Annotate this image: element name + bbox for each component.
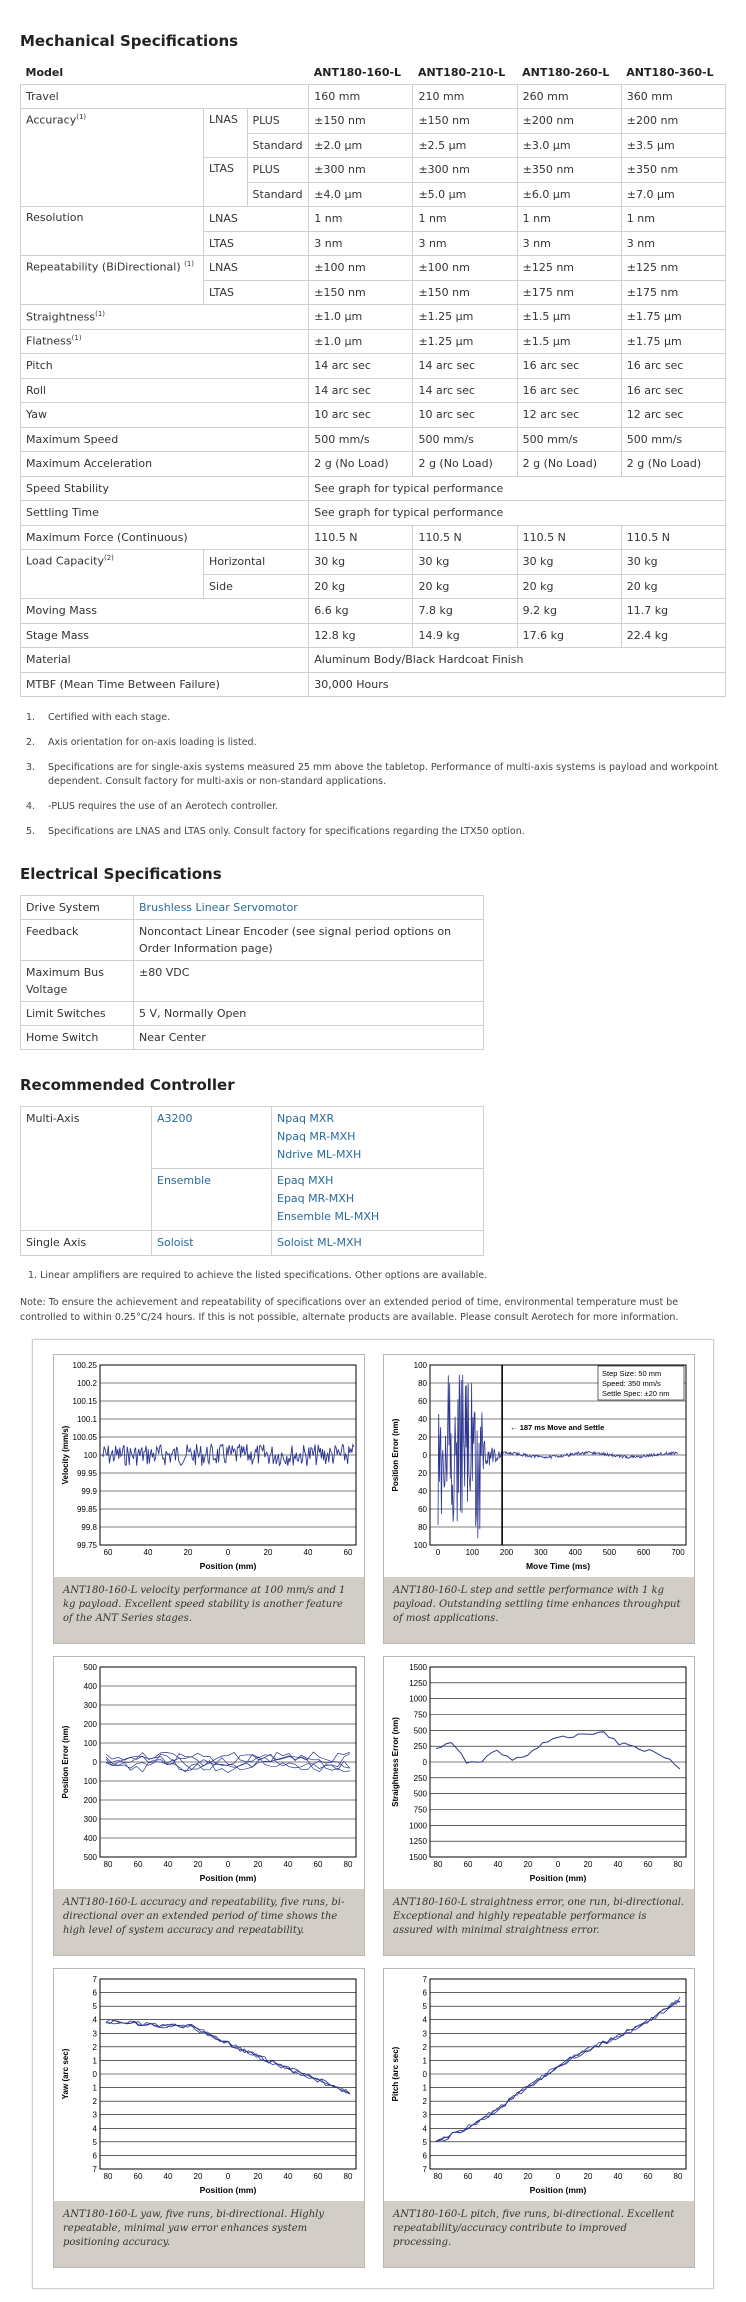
y-tick-label: 3	[422, 2110, 427, 2120]
y-tick-label: 750	[413, 1805, 427, 1815]
y-tick-label: 7	[422, 2165, 427, 2174]
drive-system-link[interactable]: Brushless Linear Servomotor	[139, 901, 298, 914]
note-item: 4. -PLUS requires the use of an Aerotech controller.	[26, 801, 279, 812]
y-tick-label: 99.85	[76, 1505, 97, 1514]
y-axis-label: Position Error (nm)	[391, 1418, 400, 1492]
x-tick-label: 0	[435, 1548, 441, 1557]
graph-settle	[383, 1354, 695, 1644]
y-tick-label: 300	[83, 1701, 97, 1710]
y-tick-label: 1250	[409, 1678, 427, 1688]
y-tick-label: 0	[92, 1758, 97, 1767]
table-row: LTAS 3 nm 3 nm 3 nm 3 nm	[21, 231, 726, 256]
table-row: Maximum Force (Continuous) 110.5 N 110.5 N 110.5 N 110.5 N	[21, 525, 726, 550]
controller-link[interactable]: Epaq MR-MXH	[277, 1192, 355, 1205]
table-row: Moving Mass 6.6 kg 7.8 kg 9.2 kg 11.7 kg	[21, 599, 726, 624]
graph-caption: ANT180-160-L yaw, five runs, bi-directional. Highly repeatable, minimal yaw error enhances system positioning accuracy.	[54, 2201, 364, 2267]
x-tick-label: 100	[465, 1548, 479, 1557]
y-tick-label: 4	[92, 2015, 97, 2025]
y-tick-label: 4	[422, 2015, 427, 2025]
x-tick-label: 60	[643, 2172, 653, 2181]
x-tick-label: 40	[283, 2172, 293, 2181]
y-tick-label: 200	[83, 1796, 97, 1805]
y-tick-label: 0	[422, 1758, 427, 1767]
x-tick-label: 40	[143, 1548, 153, 1557]
x-tick-label: 60	[313, 1860, 323, 1869]
table-row: Accuracy$^{(1)}$ LNAS PLUS ±150 nm ±150 nm ±200 nm ±200 nm	[21, 109, 726, 134]
y-tick-label: 1500	[409, 1853, 427, 1862]
x-tick-label: 40	[303, 1548, 313, 1557]
table-row: Feedback Noncontact Linear Encoder (see signal period options on Order Information page)	[21, 920, 484, 961]
y-tick-label: 1	[92, 2083, 97, 2093]
graph-velocity	[53, 1354, 365, 1644]
y-tick-label: 0	[422, 1451, 427, 1460]
y-tick-label: 750	[413, 1710, 427, 1720]
y-tick-label: 60	[418, 1397, 427, 1406]
row-label: Maximum Force (Continuous)	[21, 525, 309, 550]
row-label: MTBF (Mean Time Between Failure)	[21, 672, 309, 697]
table-row: Standard ±4.0 µm ±5.0 µm ±6.0 µm ±7.0 µm	[21, 182, 726, 207]
elec-spec-table	[20, 895, 484, 1050]
y-tick-label: 80	[418, 1523, 427, 1532]
y-tick-label: 100.25	[72, 1361, 97, 1370]
header-model-4: ANT180-360-L	[621, 62, 725, 84]
table-row: Side 20 kg 20 kg 20 kg 20 kg	[21, 574, 726, 599]
y-tick-label: 100	[83, 1739, 97, 1748]
chart-svg	[54, 1355, 366, 1577]
x-tick-label: 700	[671, 1548, 685, 1557]
x-tick-label: 20	[583, 1860, 593, 1869]
table-row: Flatness$^{(1)}$ ±1.0 µm ±1.25 µm ±1.5 µm ±1.75 µm	[21, 329, 726, 354]
ensemble-link[interactable]: Ensemble	[157, 1174, 211, 1187]
y-tick-label: 2	[422, 2097, 427, 2107]
x-axis-label: Position (mm)	[199, 2185, 257, 2195]
y-tick-label: 2	[92, 2042, 97, 2052]
env-note: Note: To ensure the achievement and repeatability of specifications over an extended period of time, environmental temperature must be controlled to within 0.25°C/24 hours. If this is not possible, alternate products are available. Please consult Aerotech for more information.	[20, 1297, 679, 1323]
y-tick-label: 100.1	[76, 1415, 97, 1424]
row-label: Settling Time	[21, 501, 309, 526]
note-item: 1. Certified with each stage.	[26, 712, 171, 723]
y-tick-label: 7	[92, 2165, 97, 2174]
ctrl-title: Recommended Controller	[20, 1076, 235, 1094]
graph-yaw	[53, 1968, 365, 2268]
x-tick-label: 20	[253, 2172, 263, 2181]
y-tick-label: 500	[413, 1789, 427, 1799]
y-tick-label: 5	[422, 2137, 427, 2147]
table-row: Straightness$^{(1)}$ ±1.0 µm ±1.25 µm ±1.5 µm ±1.75 µm	[21, 305, 726, 330]
table-row: Settling Time See graph for typical performance	[21, 501, 726, 526]
y-tick-label: 40	[418, 1415, 427, 1424]
y-tick-label: 250	[413, 1742, 427, 1752]
x-tick-label: 40	[163, 2172, 173, 2181]
x-axis-label: Position (mm)	[529, 2185, 587, 2195]
y-axis-label: Velocity (mm/s)	[61, 1425, 70, 1485]
graph-caption: ANT180-160-L step and settle performance with 1 kg payload. Outstanding settling time enhances throughput of most applications.	[384, 1577, 694, 1643]
table-row: Standard ±2.0 µm ±2.5 µm ±3.0 µm ±3.5 µm	[21, 133, 726, 158]
y-tick-label: 3	[92, 2029, 97, 2039]
y-tick-label: 0	[92, 2070, 97, 2079]
x-tick-label: 20	[583, 2172, 593, 2181]
controller-link[interactable]: Epaq MXH	[277, 1174, 334, 1187]
y-tick-label: 500	[83, 1853, 97, 1862]
mech-notes	[20, 711, 726, 839]
y-tick-label: 1250	[409, 1837, 427, 1847]
row-label: Maximum Acceleration	[21, 452, 309, 477]
table-row: LTAS ±150 nm ±150 nm ±175 nm ±175 nm	[21, 280, 726, 305]
y-tick-label: 6	[422, 2151, 427, 2161]
y-axis-label: Straightness Error (nm)	[391, 1717, 400, 1807]
y-tick-label: 4	[92, 2124, 97, 2134]
x-tick-label: 40	[613, 1860, 623, 1869]
y-tick-label: 99.9	[81, 1487, 97, 1496]
table-row: Repeatability (BiDirectional) $^{(1)}$ LNAS ±100 nm ±100 nm ±125 nm ±125 nm	[21, 256, 726, 281]
graph-caption: ANT180-160-L straightness error, one run, bi-directional. Exceptional and highly repeatable performance is assured with minimal straightness error.	[384, 1889, 694, 1955]
x-tick-label: 60	[103, 1548, 113, 1557]
header-model-1: ANT180-160-L	[309, 62, 413, 84]
x-tick-label: 60	[343, 1548, 353, 1557]
row-label: Stage Mass	[21, 623, 309, 648]
x-tick-label: 500	[602, 1548, 617, 1557]
chart-svg	[384, 1969, 696, 2201]
y-axis-label: Position Error (nm)	[61, 1725, 70, 1799]
x-tick-label: 60	[643, 1860, 653, 1869]
y-tick-label: 5	[422, 2002, 427, 2012]
elec-title: Electrical Specifications	[20, 865, 222, 883]
x-tick-label: 40	[613, 2172, 623, 2181]
row-label: Pitch	[21, 354, 309, 379]
y-tick-label: 400	[83, 1682, 97, 1691]
y-tick-label: 80	[418, 1379, 427, 1388]
row-label: Resolution	[21, 207, 204, 256]
y-tick-label: 100	[83, 1451, 97, 1460]
table-row: Home Switch Near Center	[21, 1026, 484, 1050]
y-tick-label: 6	[92, 2151, 97, 2161]
y-tick-label: 1	[422, 2056, 427, 2066]
graph-straightness	[383, 1656, 695, 1956]
graph-caption: ANT180-160-L accuracy and repeatability, five runs, bi-directional over an extended period of time shows the high level of system accuracy and repeatability.	[54, 1889, 364, 1955]
table-row: Limit Switches 5 V, Normally Open	[21, 1002, 484, 1026]
y-tick-label: 20	[418, 1433, 427, 1442]
x-tick-label: 80	[103, 2172, 113, 2181]
soloist-link[interactable]: Soloist	[157, 1236, 194, 1249]
legend-text: Step Size: 50 mm	[602, 1369, 662, 1378]
x-tick-label: 80	[673, 1860, 683, 1869]
table-row: LTAS PLUS ±300 nm ±300 nm ±350 nm ±350 nm	[21, 158, 726, 183]
table-row: Drive System Brushless Linear Servomotor	[21, 896, 484, 920]
x-tick-label: 200	[499, 1548, 514, 1557]
x-tick-label: 40	[163, 1860, 173, 1869]
mech-title: Mechanical Specifications	[20, 32, 239, 50]
x-tick-label: 20	[523, 2172, 533, 2181]
ctrl-note: 1. Linear amplifiers are required to achieve the listed specifications. Other options are available.	[28, 1270, 488, 1281]
y-tick-label: 7	[422, 1975, 427, 1984]
controller-link[interactable]: Npaq MR-MXH	[277, 1130, 356, 1143]
y-tick-label: 100.2	[76, 1379, 97, 1388]
row-label: Accuracy$^{(1)}$	[21, 109, 204, 207]
table-row: Material Aluminum Body/Black Hardcoat Finish	[21, 648, 726, 673]
controller-link[interactable]: Ensemble ML-MXH	[277, 1210, 380, 1223]
x-tick-label: 0	[555, 1860, 561, 1869]
x-tick-label: 20	[263, 1548, 273, 1557]
y-tick-label: 1500	[409, 1663, 427, 1672]
x-tick-label: 300	[534, 1548, 548, 1557]
y-tick-label: 99.95	[76, 1469, 97, 1478]
y-tick-label: 100	[413, 1541, 427, 1550]
graph-accuracy	[53, 1656, 365, 1956]
y-tick-label: 5	[92, 2002, 97, 2012]
y-tick-label: 2	[422, 2042, 427, 2052]
row-label: Speed Stability	[21, 476, 309, 501]
y-axis-label: Pitch (arc sec)	[391, 2046, 400, 2102]
y-tick-label: 2	[92, 2097, 97, 2107]
graphs-panel	[32, 1339, 714, 2289]
row-label: Straightness$^{(1)}$	[21, 305, 309, 330]
x-tick-label: 20	[183, 1548, 193, 1557]
header-model: Model	[21, 62, 204, 84]
table-row: Maximum Bus Voltage ±80 VDC	[21, 961, 484, 1002]
y-tick-label: 3	[92, 2110, 97, 2120]
legend-text: Speed: 350 mm/s	[602, 1379, 661, 1388]
x-tick-label: 40	[493, 2172, 503, 2181]
row-label: Moving Mass	[21, 599, 309, 624]
x-tick-label: 0	[555, 2172, 561, 2181]
table-row: Stage Mass 12.8 kg 14.9 kg 17.6 kg 22.4 kg	[21, 623, 726, 648]
y-tick-label: 500	[413, 1726, 427, 1736]
y-tick-label: 60	[418, 1505, 427, 1514]
row-label: Material	[21, 648, 309, 673]
x-tick-label: 0	[225, 2172, 231, 2181]
row-label: Yaw	[21, 403, 309, 428]
y-tick-label: 1000	[409, 1821, 427, 1831]
x-axis-label: Position (mm)	[529, 1873, 587, 1883]
y-tick-label: 250	[413, 1773, 427, 1783]
x-tick-label: 40	[493, 1860, 503, 1869]
chart-svg	[384, 1355, 696, 1577]
a3200-link[interactable]: A3200	[157, 1112, 193, 1125]
header-model-3: ANT180-260-L	[517, 62, 621, 84]
x-tick-label: 60	[313, 2172, 323, 2181]
x-axis-label: Position (mm)	[199, 1561, 257, 1571]
x-axis-label: Position (mm)	[199, 1873, 257, 1883]
graph-caption: ANT180-160-L pitch, five runs, bi-directional. Excellent repeatability/accuracy contribute to improved processing.	[384, 2201, 694, 2267]
x-tick-label: 20	[193, 2172, 203, 2181]
row-label: Flatness$^{(1)}$	[21, 329, 309, 354]
chart-svg	[384, 1657, 696, 1889]
y-tick-label: 99.75	[76, 1541, 97, 1550]
header-model-2: ANT180-210-L	[413, 62, 517, 84]
chart-svg	[54, 1969, 366, 2201]
y-tick-label: 3	[422, 2029, 427, 2039]
controller-link[interactable]: Npaq MXR	[277, 1112, 335, 1125]
x-tick-label: 80	[343, 1860, 353, 1869]
y-axis-label: Yaw (arc sec)	[61, 2048, 70, 2100]
controller-table	[20, 1106, 484, 1256]
x-tick-label: 600	[637, 1548, 651, 1557]
x-tick-label: 80	[433, 1860, 443, 1869]
x-tick-label: 20	[523, 1860, 533, 1869]
y-tick-label: 40	[418, 1487, 427, 1496]
x-tick-label: 0	[225, 1860, 231, 1869]
x-tick-label: 20	[193, 1860, 203, 1869]
x-tick-label: 60	[133, 2172, 143, 2181]
x-tick-label: 60	[463, 2172, 473, 2181]
table-row: Maximum Acceleration 2 g (No Load) 2 g (No Load) 2 g (No Load) 2 g (No Load)	[21, 452, 726, 477]
mech-spec-table	[20, 62, 726, 697]
y-tick-label: 20	[418, 1469, 427, 1478]
chart-svg	[54, 1657, 366, 1889]
table-row: MTBF (Mean Time Between Failure) 30,000 Hours	[21, 672, 726, 697]
note-item: 2. Axis orientation for on-axis loading is listed.	[26, 737, 257, 748]
y-tick-label: 4	[422, 2124, 427, 2134]
y-tick-label: 200	[83, 1720, 97, 1729]
table-row: Resolution LNAS 1 nm 1 nm 1 nm 1 nm	[21, 207, 726, 232]
note-item: 5. Specifications are LNAS and LTAS only. Consult factory for specifications regarding the LTX50 option.	[26, 826, 525, 837]
row-label: Maximum Speed	[21, 427, 309, 452]
y-tick-label: 1000	[409, 1694, 427, 1704]
legend-text: Settle Spec: ±20 nm	[602, 1389, 670, 1398]
y-tick-label: 7	[92, 1975, 97, 1984]
x-axis-label: Move Time (ms)	[525, 1561, 591, 1571]
y-tick-label: 400	[83, 1834, 97, 1843]
x-tick-label: 0	[225, 1548, 231, 1557]
controller-link[interactable]: Ndrive ML-MXH	[277, 1148, 362, 1161]
y-tick-label: 0	[422, 2070, 427, 2079]
table-row: Maximum Speed 500 mm/s 500 mm/s 500 mm/s 500 mm/s	[21, 427, 726, 452]
x-tick-label: 80	[673, 2172, 683, 2181]
controller-link[interactable]: Soloist ML-MXH	[277, 1236, 362, 1249]
x-tick-label: 80	[103, 1860, 113, 1869]
y-tick-label: 100	[413, 1361, 427, 1370]
y-tick-label: 5	[92, 2137, 97, 2147]
y-tick-label: 6	[92, 1988, 97, 1998]
x-tick-label: 60	[133, 1860, 143, 1869]
table-row: Single Axis Soloist Soloist ML-MXH	[21, 1231, 484, 1256]
x-tick-label: 80	[433, 2172, 443, 2181]
y-tick-label: 500	[83, 1663, 97, 1672]
y-tick-label: 100.15	[72, 1397, 97, 1406]
y-tick-label: 1	[92, 2056, 97, 2066]
y-tick-label: 100	[83, 1777, 97, 1786]
table-row: Load Capacity$^{(2)}$ Horizontal 30 kg 30 kg 30 kg 30 kg	[21, 550, 726, 575]
table-row: Travel 160 mm 210 mm 260 mm 360 mm	[21, 84, 726, 109]
graph-caption: ANT180-160-L velocity performance at 100 mm/s and 1 kg payload. Excellent speed stability is another feature of the ANT Series stages.	[54, 1577, 364, 1643]
y-tick-label: 100.05	[72, 1433, 97, 1442]
table-row: Pitch 14 arc sec 14 arc sec 16 arc sec 16 arc sec	[21, 354, 726, 379]
annotation: ← 187 ms Move and Settle	[510, 1422, 605, 1432]
x-tick-label: 80	[343, 2172, 353, 2181]
table-row: Roll 14 arc sec 14 arc sec 16 arc sec 16 arc sec	[21, 378, 726, 403]
row-label: Travel	[21, 84, 309, 109]
y-tick-label: 99.8	[81, 1523, 97, 1532]
row-label: Repeatability (BiDirectional) $^{(1)}$	[21, 256, 204, 305]
y-tick-label: 1	[422, 2083, 427, 2093]
row-label: Roll	[21, 378, 309, 403]
table-row: Yaw 10 arc sec 10 arc sec 12 arc sec 12 arc sec	[21, 403, 726, 428]
table-header-row	[21, 62, 726, 84]
row-label: Load Capacity$^{(2)}$	[21, 550, 204, 599]
y-tick-label: 6	[422, 1988, 427, 1998]
note-item: 3. Specifications are for single-axis systems measured 25 mm above the tabletop. Performance of multi-axis systems is payload and workpoint dependent. Consult factory for multi-axis or non-standard applications.	[26, 762, 718, 787]
graph-pitch	[383, 1968, 695, 2268]
x-tick-label: 20	[253, 1860, 263, 1869]
table-row: Multi-Axis A3200 Npaq MXR Npaq MR-MXH Ndrive ML-MXH	[21, 1107, 484, 1169]
x-tick-label: 40	[283, 1860, 293, 1869]
y-tick-label: 300	[83, 1815, 97, 1824]
table-row: Speed Stability See graph for typical performance	[21, 476, 726, 501]
x-tick-label: 60	[463, 1860, 473, 1869]
x-tick-label: 400	[568, 1548, 582, 1557]
